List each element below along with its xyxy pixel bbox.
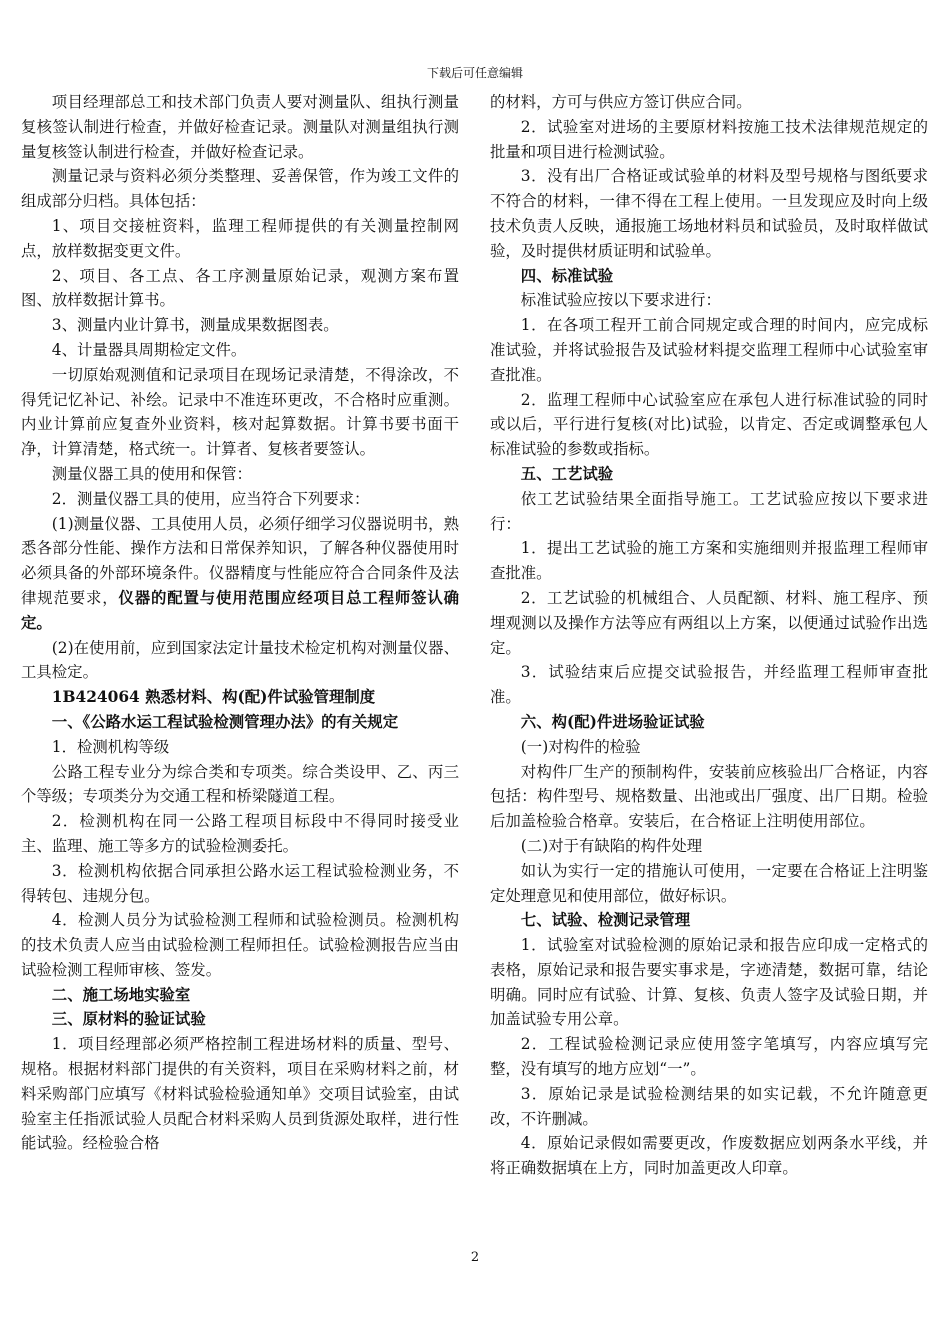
- list-item: 2．工艺试验的机械组合、人员配额、材料、施工程序、预埋观测以及操作方法等应有两组以上方案，以便通过试验作出选定。: [490, 588, 928, 657]
- paragraph: 的材料，方可与供应方签订供应合同。: [490, 93, 752, 111]
- list-item: 1．项目经理部必须严格控制工程进场材料的质量、型号、规格。根据材料部门提供的有关资料，项目在采购材料之前，材料采购部门应填写《材料试验检验通知单》交项目试验室，由试验室主任指派试验人员配合材料采购人员到货源处取样，进行性能试验。经检验合格: [21, 1035, 459, 1153]
- list-item: 1、项目交接桩资料，监理工程师提供的有关测量控制网点，放样数据变更文件。: [21, 216, 459, 260]
- list-item: 3．检测机构依据合同承担公路水运工程试验检测业务，不得转包、违规分包。: [21, 861, 459, 905]
- section-heading: 五、工艺试验: [520, 464, 614, 483]
- list-item: 2．试验室对进场的主要原材料按施工技术法律规范规定的批量和项目进行检测试验。: [490, 117, 928, 161]
- left-column: [21, 90, 459, 1156]
- page-header: 下载后可任意编辑: [426, 66, 523, 80]
- list-item: 2．检测机构在同一公路工程项目标段中不得同时接受业主、监理、施工等多方的试验检测委托。: [21, 812, 459, 855]
- emphasis-text: 仪器的配置与使用范围应经项目总工程师签认确定。: [21, 588, 459, 632]
- paragraph: (2)在使用前，应到国家法定计量技术检定机构对测量仪器、工具检定。: [21, 638, 459, 682]
- section-heading: 四、标准试验: [520, 266, 614, 285]
- list-item: 1．检测机构等级: [51, 737, 170, 756]
- list-item: 2．工程试验检测记录应使用签字笔填写，内容应填写完整，没有填写的地方应划“一”。: [490, 1035, 928, 1079]
- paragraph: 如认为实行一定的措施认可使用，一定要在合格证上注明鉴定处理意见和使用部位，做好标识。: [490, 861, 928, 905]
- section-heading: 二、施工场地实验室: [51, 985, 191, 1004]
- subheading: (二)对于有缺陷的构件处理: [520, 836, 703, 855]
- paragraph: 一切原始观测值和记录项目在现场记录清楚，不得涂改，不得凭记忆补记、补绘。记录中不准连环更改，不合格时应重测。内业计算前应复查外业资料，核对起算数据。计算书要书面干净，计算清楚，格式统一。计算者、复核者要签认。: [21, 365, 459, 459]
- section-heading: 六、构(配)件进场验证试验: [520, 712, 705, 731]
- paragraph-text: (1)测量仪器、工具使用人员，必须仔细学习仪器说明书，熟悉各部分性能、操作方法和日常保养知识，了解各种仪器使用时必须具备的外部环境条件。仪器精度与性能应符合合同条件及法律规范要求，: [21, 514, 459, 607]
- section-heading: 三、原材料的验证试验: [51, 1010, 206, 1029]
- paragraph: 2．测量仪器工具的使用，应当符合下列要求：: [51, 489, 370, 508]
- list-item: 2、项目、各工点、各工序测量原始记录，观测方案布置图、放样数据计算书。: [21, 266, 459, 310]
- list-item: 4．检测人员分为试验检测工程师和试验检测员。检测机构的技术负责人应当由试验检测工程师担任。试验检测报告应当由试验检测工程师审核、签发。: [21, 911, 459, 979]
- list-item: 3．原始记录是试验检测结果的如实记载，不允许随意更改，不许删减。: [490, 1084, 928, 1128]
- paragraph: 依工艺试验结果全面指导施工。工艺试验应按以下要求进行：: [490, 489, 928, 533]
- list-item: 4．原始记录假如需要更改，作废数据应划两条水平线，并将正确数据填在上方，同时加盖更改人印章。: [490, 1134, 928, 1178]
- list-item: 1．试验室对试验检测的原始记录和报告应印成一定格式的表格，原始记录和报告要实事求是，字迹清楚，数据可靠，结论明确。同时应有试验、计算、复核、负责人签字及试验日期，并加盖试验专用公章。: [490, 936, 928, 1029]
- section-heading: 一、《公路水运工程试验检测管理办法》的有关规定: [51, 712, 399, 731]
- list-item: 1．提出工艺试验的施工方案和实施细则并报监理工程师审查批准。: [490, 539, 928, 583]
- list-item: 2．监理工程师中心试验室应在承包人进行标准试验的同时或以后，平行进行复核(对比)试验，以肯定、否定或调整承包人标准试验的参数或指标。: [490, 390, 928, 459]
- paragraph: 测量记录与资料必须分类整理、妥善保管，作为竣工文件的组成部分归档。具体包括：: [21, 167, 459, 211]
- list-item: 3．试验结束后应提交试验报告，并经监理工程师审查批准。: [490, 663, 928, 707]
- section-heading: 七、试验、检测记录管理: [520, 911, 691, 930]
- list-item: 1．在各项工程开工前合同规定或合理的时间内，应完成标准试验，并将试验报告及试验材料提交监理工程师中心试验室审查批准。: [490, 316, 928, 384]
- subheading: (一)对构件的检验: [520, 737, 641, 756]
- section-heading: 1B424064 熟悉材料、构(配)件试验管理制度: [51, 688, 376, 707]
- paragraph: 公路工程专业分为综合类和专项类。综合类设甲、乙、丙三个等级；专项类分为交通工程和桥梁隧道工程。: [21, 762, 459, 806]
- paragraph: [21, 512, 459, 636]
- page-number: 2: [470, 1250, 480, 1265]
- paragraph: 测量仪器工具的使用和保管：: [51, 464, 252, 483]
- right-column: [490, 90, 928, 1181]
- list-item: 3、测量内业计算书，测量成果数据图表。: [51, 316, 339, 335]
- paragraph: 项目经理部总工和技术部门负责人要对测量队、组执行测量复核签认制进行检查，并做好检查记录。测量队对测量组执行测量复核签认制进行检查，并做好检查记录。: [21, 93, 459, 161]
- list-item: 4、计量器具周期检定文件。: [51, 340, 247, 359]
- paragraph: 对构件厂生产的预制构件，安装前应核验出厂合格证，内容包括：构件型号、规格数量、出池或出厂强度、出厂日期。检验后加盖检验合格章。安装后，在合格证上注明使用部位。: [490, 762, 928, 831]
- paragraph: 标准试验应按以下要求进行：: [520, 291, 721, 310]
- list-item: 3．没有出厂合格证或试验单的材料及型号规格与图纸要求不符合的材料，一律不得在工程上使用。一旦发现应及时向上级技术负责人反映，通报施工场地材料员和试验员，及时取样做试验，及时提供材质证明和试验单。: [490, 167, 928, 260]
